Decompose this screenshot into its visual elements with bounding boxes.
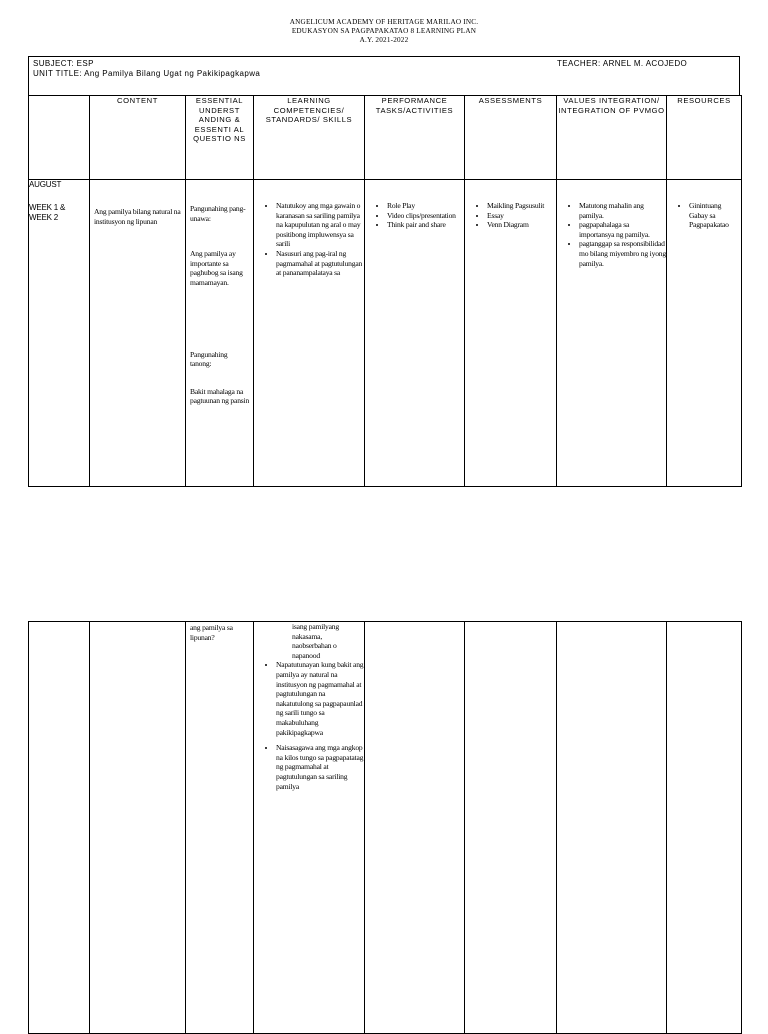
- list-item: • Nasusuri ang pag-iral ng pagmamahal at pagtutulungan at pananampalataya sa: [276, 249, 364, 278]
- list-item: • Naisasagawa ang mga angkop na kilos tungo sa pagpapatatag ng pagmamahal at pagtutulungan sa sariling pamilya: [276, 743, 364, 791]
- list-item: • Ginintuang Gabay sa Pagpapakatao: [689, 201, 741, 230]
- period-month: AUGUST: [29, 180, 62, 189]
- column-header-row: [29, 96, 742, 180]
- eu-text-2: Bakit mahalaga na pagtuunan ng pansin: [190, 386, 250, 406]
- list-item: • Natutukoy ang mga gawain o karanasan sa sariling pamilya na kapupulutan ng aral o may positibong impluwensya sa sarili: [276, 201, 364, 249]
- list-item: • pagpapahalaga sa importansya ng pamilya.: [579, 220, 666, 239]
- eu-text-1: Ang pamilya ay importante sa paghubog sa isang mamamayan.: [190, 249, 243, 287]
- academic-year: A.Y. 2021-2022: [359, 36, 409, 44]
- col-header-assessments: ASSESSMENTS: [465, 96, 557, 180]
- period-cell: [29, 180, 90, 487]
- period-week: WEEK 1 & WEEK 2: [29, 203, 66, 222]
- list-item: • Think pair and share: [387, 220, 464, 230]
- table-row: [29, 180, 742, 487]
- performance-cell: [365, 622, 465, 1034]
- col-header-period: [29, 96, 90, 180]
- assessments-list: [465, 201, 556, 230]
- competencies-cell: [254, 180, 365, 487]
- assessments-cell: [465, 622, 557, 1034]
- performance-list: [365, 201, 464, 230]
- list-item: • Video clips/presentation: [387, 211, 464, 221]
- list-item: • Essay: [487, 211, 556, 221]
- learning-plan-table: [28, 95, 742, 487]
- subject-label: SUBJECT: ESP: [33, 59, 94, 68]
- values-cell: [557, 622, 667, 1034]
- list-item: • Role Play: [387, 201, 464, 211]
- competencies-cell: [254, 622, 365, 1034]
- period-cell: [29, 622, 90, 1034]
- assessments-cell: [465, 180, 557, 487]
- plan-title: EDUKASYON SA PAGPAPAKATAO 8 LEARNING PLAN: [291, 27, 477, 35]
- list-item: • pagtanggap sa responsibilidad mo bilang miyembro ng iyong pamilya.: [579, 239, 666, 268]
- values-list: [557, 201, 666, 268]
- essential-cell: [186, 622, 254, 1034]
- col-header-resources: RESOURCES: [667, 96, 742, 180]
- eu-label-2: Pangunahing tanong:: [190, 349, 228, 369]
- content-cell: [90, 622, 186, 1034]
- col-header-essential: ESSENTIAL UNDERST ANDING & ESSENTI AL QUESTIO NS: [186, 96, 254, 180]
- content-cell: [90, 180, 186, 487]
- meta-box: [28, 56, 740, 96]
- unit-title: UNIT TITLE: Ang Pamilya Bilang Ugat ng Pakikipagkapwa: [33, 69, 261, 78]
- learning-plan-table-continued: [28, 621, 742, 1034]
- competencies-list: [254, 201, 364, 278]
- col-header-competencies: LEARNING COMPETENCIES/ STANDARDS/ SKILLS: [254, 96, 365, 180]
- table-row: [29, 622, 742, 1034]
- resources-cell: [667, 180, 742, 487]
- col-header-performance: PERFORMANCE TASKS/ACTIVITIES: [365, 96, 465, 180]
- resources-cell: [667, 622, 742, 1034]
- competencies-list: [254, 660, 364, 791]
- eu-text-continued: ang pamilya sa lipunan?: [190, 623, 233, 642]
- col-header-content: CONTENT: [90, 96, 186, 180]
- resources-list: [667, 201, 741, 230]
- list-item: • Napatutunayan kung bakit ang pamilya ay natural na institusyon ng pagmamahal at pagtutulungan na nakatutulong sa pagpapaunlad ng sarili tungo sa makabuluhang pakikipagkapwa: [276, 660, 364, 737]
- col-header-values: VALUES INTEGRATION/ INTEGRATION OF PVMGO: [557, 96, 667, 180]
- teacher-label: TEACHER: ARNEL M. ACOJEDO: [557, 59, 688, 68]
- values-cell: [557, 180, 667, 487]
- eu-label-1: Pangunahing pang- unawa:: [190, 204, 246, 223]
- performance-cell: [365, 180, 465, 487]
- list-item: • Matutong mahalin ang pamilya.: [579, 201, 666, 220]
- essential-cell: [186, 180, 254, 487]
- list-item: • Maikling Pagsusulit: [487, 201, 556, 211]
- list-item: • Venn Diagram: [487, 220, 556, 230]
- competency-lead: isang pamilyang nakasama, naobserbahan o napanood: [292, 622, 339, 660]
- content-text: Ang pamilya bilang natural na institusyon ng lipunan: [94, 207, 181, 226]
- school-name: ANGELICUM ACADEMY OF HERITAGE MARILAO INC.: [289, 18, 479, 26]
